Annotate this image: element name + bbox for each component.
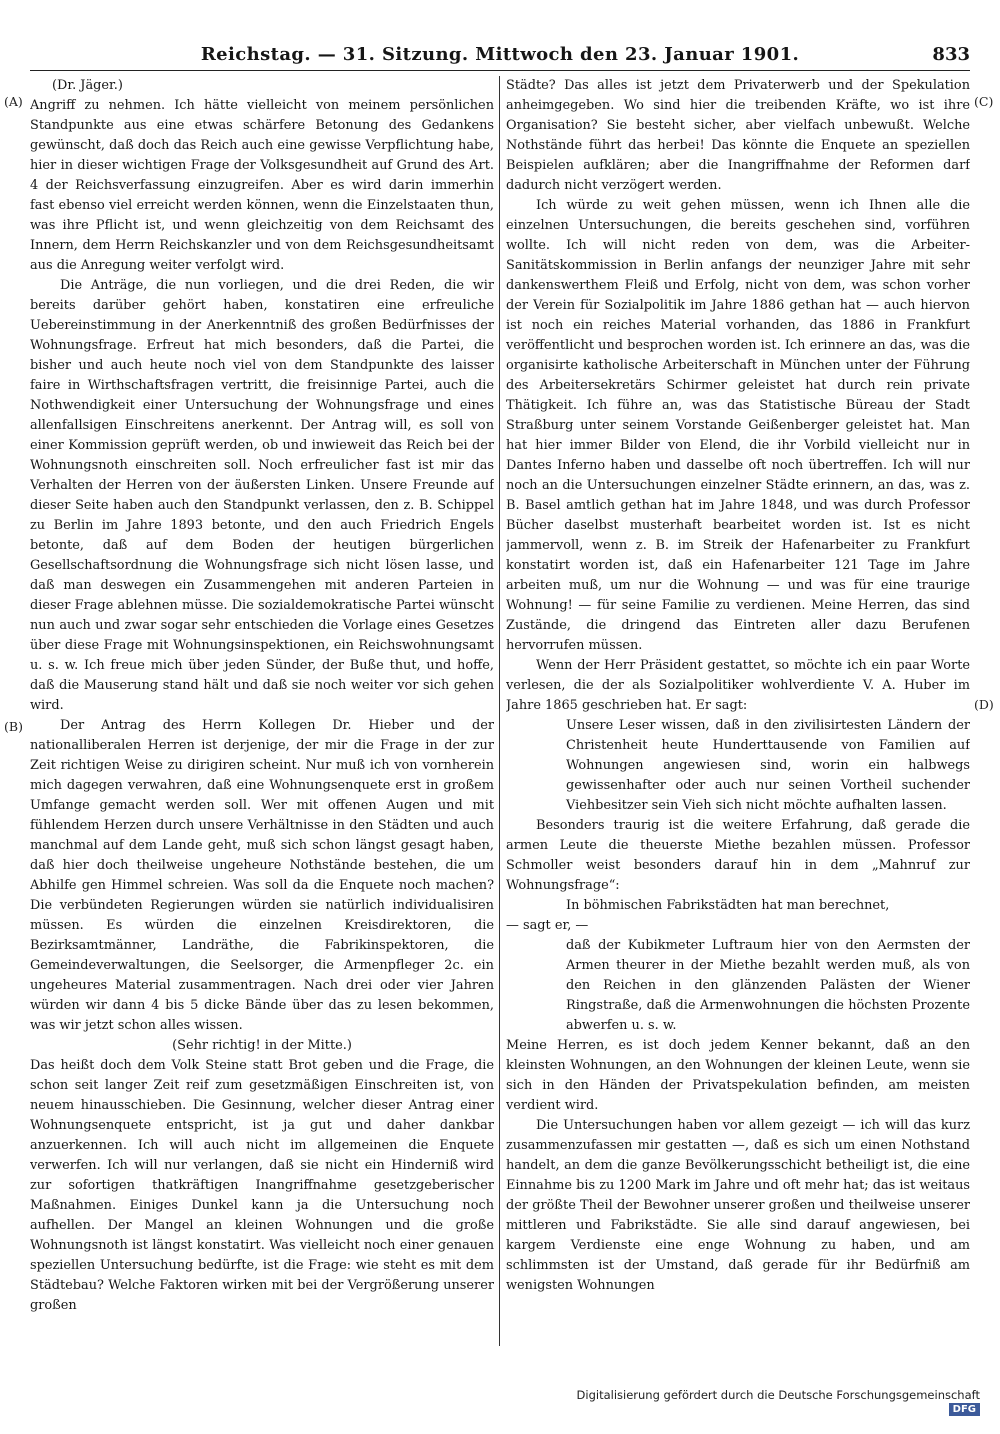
paragraph: Ich würde zu weit gehen müssen, wenn ich Ihnen alle die einzelnen Untersuchungen, die bereits geschehen sind, vorführen wollte. Ich will nicht reden von dem, was die Arbeiter-Sanitätskommission in Berlin anfangs der neunziger Jahre mit sehr dankenswerthem Fleiß und Erfolg, nicht von dem, was schon vorher der Verein für Sozialpolitik im Jahre 1886 gethan hat — auch hiervon ist noch ein reiches Material vorhanden, das 1886 in Frankfurt veröffentlicht und besprochen worden ist. Ich erinnere an das, was die organisirte katholische Arbeiterschaft in München unter der Führung des Arbeitersekretärs Schirmer geleistet hat durch rein private Thätigkeit. Ich führe an, was das Statistische Büreau der Stadt Straßburg unter seinem Vorstande Geißenberger geleistet hat. Man hat hier immer Bilder von Elend, die ihr Vorbild vielleicht nur in Dantes Inferno haben und dasselbe oft noch übertreffen. Ich will nur noch an die Untersuchungen einzelner Städte erinnern, an das, was z. B. Basel amtlich gethan hat im Jahre 1848, und was durch Professor Bücher daselbst musterhaft bearbeitet worden ist. Ist es nicht jammervoll, wenn z. B. im Streik der Hafenarbeiter zu Frankfurt konstatirt worden ist, daß ein Hafenarbeiter 121 Tage im Jahre arbeiten muß, um nur die Wohnung — und was für eine traurige Wohnung! — für seine Familie zu verdienen. Meine Herren, das sind Zustände, die dringend das Eintreten aller dazu Berufenen hervorrufen müssen.	[506, 198, 970, 653]
paragraph: Meine Herren, es ist doch jedem Kenner bekannt, daß an den kleinsten Wohnungen, an den Wohnungen der kleinen Leute, wenn sie sich in den Händen der Privatspekulation befinden, am meisten verdient wird.	[506, 1038, 970, 1113]
running-title: Reichstag. — 31. Sitzung. Mittwoch den 23. Januar 1901.	[200, 44, 800, 65]
paragraph: Die Untersuchungen haben vor allem gezeigt — ich will das kurz zusammenzufassen mir gestatten —, daß es sich um einen Nothstand handelt, an dem die ganze Bevölkerungsschicht betheiligt ist, die eine Einnahme bis zu 1200 Mark im Jahre und oft mehr hat; das ist weitaus der größte Theil der Bewohner unserer großen und theilweise unserer mittleren und Fabrikstädte. Sie alle sind darauf angewiesen, bei kargem Verdienste eine enge Wohnung zu haben, und am schlimmsten ist der Umstand, daß gerade für ihr Bedürfniß am wenigsten Wohnungen	[506, 1118, 970, 1293]
margin-marker-a: (A)	[4, 94, 23, 109]
left-column	[30, 76, 494, 1349]
quote-text: daß der Kubikmeter Luftraum hier von den Aermsten der Armen theurer in der Miethe bezahlt werden muß, als von den Reichen in den glänzenden Palästen der Wiener Ringstraße, daß die Armenwohnungen die höchsten Prozente abwerfen u. s. w.	[566, 938, 970, 1033]
margin-marker-c: (C)	[974, 94, 994, 109]
interjection: (Sehr richtig! in der Mitte.)	[172, 1038, 352, 1053]
quotation-schmoller	[566, 896, 970, 916]
paragraph: Die Anträge, die nun vorliegen, und die drei Reden, die wir bereits darüber gehört haben, konstatiren eine erfreuliche Uebereinstimmung in der Anerkenntniß des großen Bedürfnisses der Wohnungsfrage. Erfreut hat mich besonders, daß die Partei, die bisher und auch heute noch viel von dem Standpunkte des laisser faire in Wirthschaftsfragen vertritt, die freisinnige Partei, auch die Nothwendigkeit einer Untersuchung der Wohnungsfrage und eines allenfallsigen Einschreitens anerkennt. Der Antrag will, es soll von einer Kommission geprüft werden, ob und inwieweit das Reich bei der Wohnungsnoth einschreiten soll. Noch erfreulicher fast ist mir das Verhalten der Herren von der äußersten Linken. Unsere Freunde auf dieser Seite haben auch den Standpunkt verlassen, den z. B. Schippel zu Berlin im Jahre 1893 betonte, und den auch Friedrich Engels betonte, daß auf dem Boden der heutigen bürgerlichen Gesellschaftsordnung die Wohnungsfrage sich nicht lösen lasse, und daß man deswegen ein Zusammengehen mit anderen Parteien in dieser Frage ablehnen müsse. Die sozialdemokratische Partei wünscht nun auch und zwar sogar sehr entschieden die Vorlage eines Gesetzes über diese Frage mit Wohnungsinspektionen, ein Reichswohnungsamt u. s. w. Ich freue mich über jeden Sünder, der Buße thut, und hoffe, daß die Mauserung stand hält und daß sie noch weiter vor sich gehen wird.	[30, 278, 494, 713]
paragraph: Städte? Das alles ist jetzt dem Privaterwerb und der Spekulation anheimgegeben. Wo sind hier die treibenden Kräfte, wo ist ihre Organisation? Sie besteht sicher, aber vielfach unbewußt. Welche Nothstände führt das herbei! Das könnte die Enquete an speziellen Beispielen aufklären; aber die Inangriffnahme der Reformen darf dadurch nicht verzögert werden.	[506, 78, 970, 193]
margin-marker-d: (D)	[974, 697, 994, 712]
quote-intro: In böhmischen Fabrikstädten hat man berechnet,	[566, 898, 890, 913]
footer-credit: Digitalisierung gefördert durch die Deutsche Forschungsgemeinschaft	[576, 1388, 980, 1402]
paragraph: Angriff zu nehmen. Ich hätte vielleicht von meinem persönlichen Standpunkte aus eine etwas schärfere Betonung des Gedankens gewünscht, daß doch das Reich auch eine gewisse Verpflichtung habe, hier in dieser wichtigen Frage der Volksgesundheit auf Grund des Art. 4 der Reichsverfassung einzugreifen. Aber es wird darin immerhin fast ebenso viel erreicht werden können, wenn die Einzelstaaten thun, was ihre Pflicht ist, und wenn gleichzeitig von dem Reichsamt des Innern, dem Herrn Reichskanzler und von dem Reichsgesundheitsamt aus die Anregung weiter verfolgt wird.	[30, 98, 494, 273]
quote-interjection: — sagt er, —	[506, 918, 589, 933]
paragraph: Das heißt doch dem Volk Steine statt Brot geben und die Frage, die schon seit langer Zeit reif zum gesetzmäßigen Einschreiten ist, von neuem hinausschieben. Die Gesinnung, welcher dieser Antrag einer Wohnungsenquete entspricht, ist ja gut und daher dankbar anzuerkennen. Ich will auch nicht im allgemeinen die Enquete verwerfen. Ich will nur verlangen, daß sie nicht ein Hinderniß wird zur sofortigen thatkräftigen Inangriffnahme gesetzgeberischer Maßnahmen. Einiges Dunkel kann ja die Untersuchung noch aufhellen. Der Mangel an kleinen Wohnungen und die große Wohnungsnoth ist längst konstatirt. Was vielleicht noch einer genauen speziellen Untersuchung bedürfte, ist die Frage: wie steht es mit dem Städtebau? Welche Faktoren wirken mit bei der Vergrößerung unserer großen	[30, 1058, 494, 1313]
header-rule	[30, 70, 970, 71]
dfg-logo: DFG	[949, 1403, 980, 1416]
paragraph: Wenn der Herr Präsident gestattet, so möchte ich ein paar Worte verlesen, die der als Sozialpolitiker wohlverdiente V. A. Huber im Jahre 1865 geschrieben hat. Er sagt:	[506, 658, 970, 713]
paragraph: Besonders traurig ist die weitere Erfahrung, daß gerade die armen Leute die theuerste Miethe bezahlen müssen. Professor Schmoller weist besonders darauf hin in dem „Mahnruf zur Wohnungsfrage“:	[506, 818, 970, 893]
digitization-footer	[570, 1388, 980, 1415]
speaker-label: (Dr. Jäger.)	[52, 78, 123, 93]
page-header	[30, 44, 970, 72]
paragraph: Der Antrag des Herrn Kollegen Dr. Hieber und der nationalliberalen Herren ist derjenige, der mir die Frage in der zur Zeit richtigen Weise zu dirigiren scheint. Nur muß ich von vornherein mich dagegen verwahren, daß eine Wohnungsenquete erst in großem Umfange gemacht werden soll. Wer mit offenen Augen und mit fühlendem Herzen durch unsere Verhältnisse in den Städten und auch manchmal auf dem Lande geht, muß sich schon längst gesagt haben, daß hier doch theilweise ungeheure Nothstände bestehen, die um Abhilfe gen Himmel schreien. Was soll da die Enquete noch machen? Die verbündeten Regierungen würden sie natürlich individualisiren müssen. Es würden die einzelnen Kreisdirektoren, die Bezirksamtmänner, Landräthe, die Fabrikinspektoren, die Gemeindeverwaltungen, die Seelsorger, die Armenpfleger 2c. ein ungeheures Material zusammentragen. Nach drei oder vier Jahren würden wir dann 4 bis 5 dicke Bände über das zu lesen bekommen, was wir jetzt schon alles wissen.	[30, 718, 494, 1033]
quotation-schmoller-body	[566, 936, 970, 1036]
page-number: 833	[932, 44, 970, 65]
margin-marker-b: (B)	[4, 719, 23, 734]
quote-text: Unsere Leser wissen, daß in den zivilisirtesten Ländern der Christenheit heute Hunderttausende von Familien auf Wohnungen angewiesen sind, worin ein halbwegs gewissenhafter oder auch nur seinen Vortheil suchender Viehbesitzer sein Vieh sich nicht möchte aufhalten lassen.	[566, 718, 970, 813]
quotation-huber	[566, 716, 970, 816]
right-column	[506, 76, 970, 1349]
column-divider	[499, 76, 500, 1346]
